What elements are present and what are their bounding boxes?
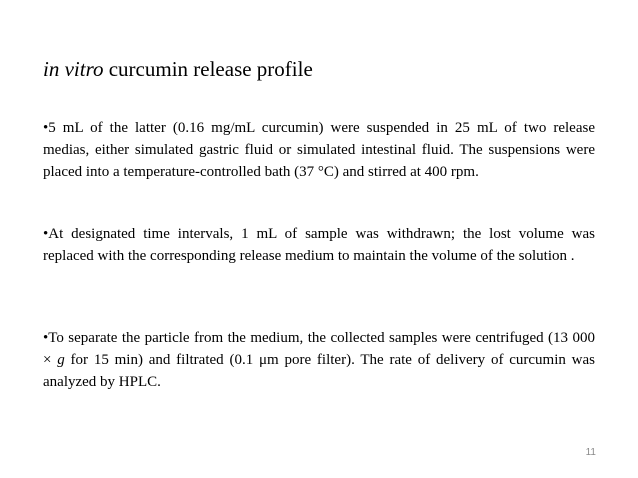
- paragraph-release-setup: •5 mL of the latter (0.16 mg/mL curcumin) were suspended in 25 mL of two release medias, either simulated gastric fluid or simulated intestinal fluid. The suspensions were placed into a temperature-controlled bath (37 °C) and stirred at 400 rpm.: [43, 120, 595, 180]
- paragraph-separation-part2: for 15 min) and filtrated (0.1 μm pore filter). The rate of delivery of curcumin was analyzed by HPLC.: [43, 352, 595, 390]
- page-number: 11: [585, 447, 596, 458]
- slide-title-italic: in vitro: [43, 57, 104, 81]
- paragraph-separation: [43, 327, 595, 393]
- slide-title: [43, 56, 313, 82]
- paragraph-separation-italic-g: g: [57, 352, 65, 368]
- paragraph-sampling: •At designated time intervals, 1 mL of sample was withdrawn; the lost volume was replaced with the corresponding release medium to maintain the volume of the solution .: [43, 226, 595, 264]
- paragraph-separation-part1: •To separate the particle from the medium, the collected samples were centrifuged (13 000 ×: [43, 330, 595, 368]
- slide-title-rest: curcumin release profile: [103, 57, 313, 81]
